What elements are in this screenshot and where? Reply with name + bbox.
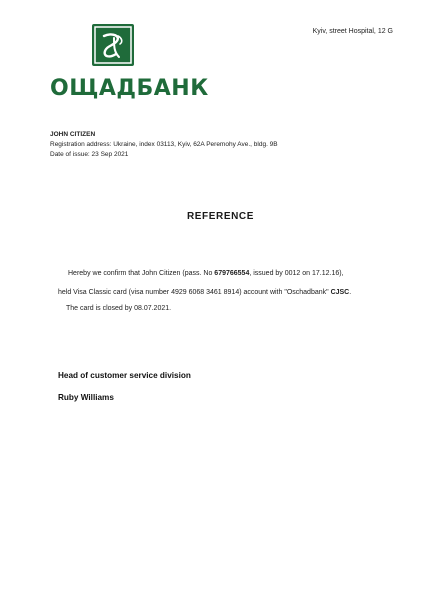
confirmation-line-2 [58, 289, 403, 296]
signatory-position: Head of customer service division [58, 371, 191, 380]
account-holder-block [50, 130, 278, 160]
holder-name: JOHN CITIZEN [50, 131, 96, 138]
line2-end: . [349, 289, 352, 296]
issue-date: Date of issue: 23 Sep 2021 [50, 151, 129, 158]
company-type: CJSC [330, 289, 350, 296]
registration-address: Registration address: Ukraine, index 03113, Kyiv, 62A Peremohy Ave., bldg. 9B [50, 141, 278, 148]
confirmation-line-1 [68, 270, 413, 277]
bank-address: Kyiv, street Hospital, 12 G [312, 28, 393, 35]
oschadbank-logo-icon [92, 24, 134, 66]
signatory-name: Ruby Williams [58, 393, 114, 402]
bank-name: ОЩАДБАНК [50, 76, 209, 101]
document-title: REFERENCE [186, 211, 255, 222]
passport-number: 679766554 [214, 270, 250, 277]
line2-text-a: held Visa Classic card (visa number 4929 6068 3461 8914) account with "Oschadbank" [58, 289, 331, 296]
card-closed-line: The card is closed by 08.07.2021. [66, 305, 172, 312]
line1-text-b: , issued by 0012 on 17.12.16), [249, 270, 344, 277]
line1-text-a: Hereby we confirm that John Citizen (pass. No [68, 270, 215, 277]
